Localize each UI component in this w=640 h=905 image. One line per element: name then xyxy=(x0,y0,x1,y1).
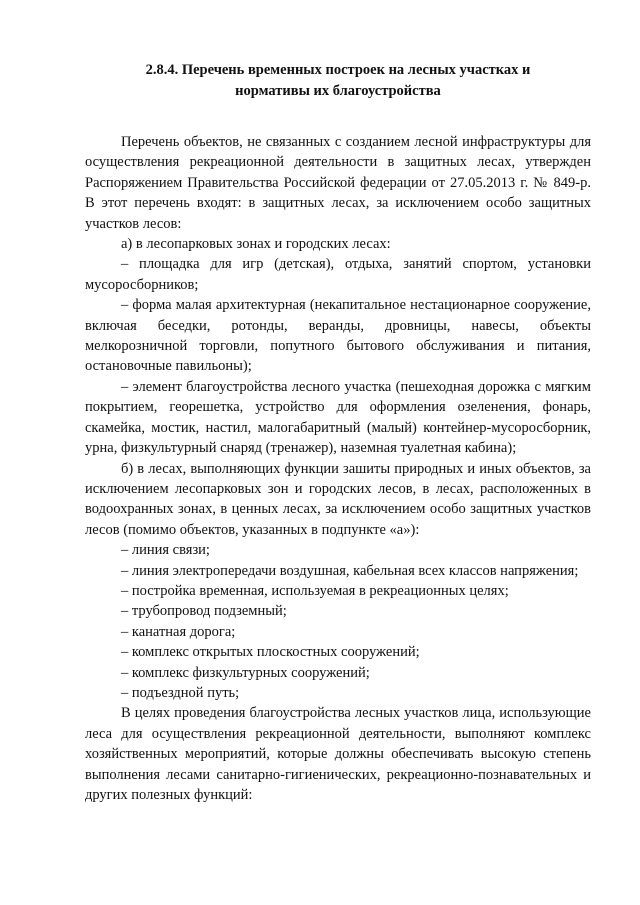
list-item-communication-line: – линия связи; xyxy=(121,542,210,559)
list-item-pipeline: – трубопровод подземный; xyxy=(121,603,287,620)
closing-paragraph: В целях проведения благоустройства лесных участков лица, использующие леса для осуществления рекреационной деятельности, выполняют комплекс хозяйственных мероприятий, которые должны обеспечивать высокую степень выполнения лесами санитарно-гигиенических, рекреационно-познавательных и других полезных функций: xyxy=(85,705,591,803)
list-item-playground: – площадка для игр (детская), отдыха, занятий спортом, установки мусоросборников; xyxy=(85,256,591,293)
list-item-sports-facilities: – комплекс физкультурных сооружений; xyxy=(121,664,370,681)
list-item-temporary-building: – постройка временная, используемая в рекреационных целях; xyxy=(121,582,509,599)
list-item-cable-road: – канатная дорога; xyxy=(121,623,236,640)
intro-paragraph: Перечень объектов, не связанных с созданием лесной инфраструктуры для осуществления рекреационной деятельности в защитных лесах, утвержден Распоряжением Правительства Российской федерации от 27.05.2013 г. № 849-р. В этот перечень входят: в защитных лесах, за исключением особо защитных участков лесов: xyxy=(85,134,591,232)
heading-line-1: 2.8.4. Перечень временных построек на лесных участках и xyxy=(145,62,531,78)
list-item-small-architecture: – форма малая архитектурная (некапитальное нестационарное сооружение, включая беседки, ротонды, веранды, дровницы, навесы, объекты мелкорозничной торговли, попутного бытового обслуживания и питания, остановочные павильоны); xyxy=(85,297,591,375)
list-item-b: б) в лесах, выполняющих функции зашиты природных и иных объектов, за исключением лесопарковых зон и городских лесов, в лесах, расположенных в водоохранных зонах, в ценных лесах, за исключением особо защитных участков лесов (помимо объектов, указанных в подпункте «а»): xyxy=(85,460,591,538)
list-item-a: а) в лесопарковых зонах и городских лесах: xyxy=(121,236,391,253)
section-heading xyxy=(85,60,591,102)
list-item-access-road: – подъездной путь; xyxy=(121,684,240,701)
list-item-power-line: – линия электропередачи воздушная, кабельная всех классов напряжения; xyxy=(121,562,579,579)
document-page xyxy=(85,60,591,805)
list-item-open-facilities: – комплекс открытых плоскостных сооружений; xyxy=(121,644,420,661)
list-item-landscaping-element: – элемент благоустройства лесного участка (пешеходная дорожка с мягким покрытием, георешетка, устройство для оформления озеленения, фонарь, скамейка, мостик, настил, малогабаритный (малый) контейнер-мусоросборник, урна, физкультурный снаряд (тренажер), наземная туалетная кабина); xyxy=(85,378,591,457)
heading-line-2: нормативы их благоустройства xyxy=(235,83,441,99)
